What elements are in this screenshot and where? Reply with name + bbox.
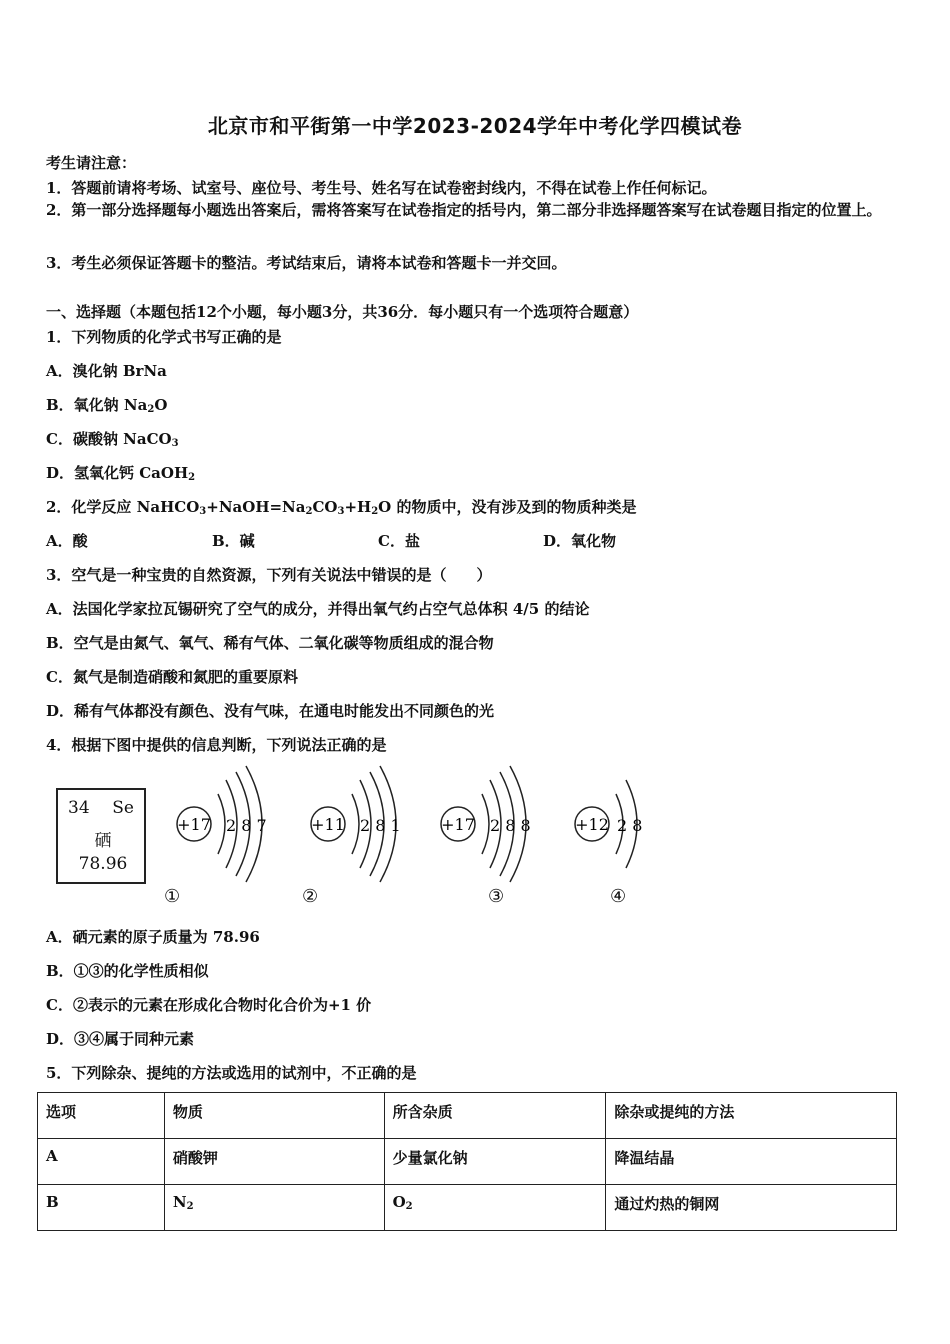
q5-stem: 5．下列除杂、提纯的方法或选用的试剂中，不正确的是 — [46, 1064, 417, 1082]
atom-label: ③ — [488, 886, 505, 907]
q4-option-d: D．③④属于同种元素 — [46, 1030, 195, 1048]
q3-option-a: A．法国化学家拉瓦锡研究了空气的成分，并得出氧气约占空气总体积 4/5 的结论 — [46, 600, 590, 618]
table-header-cell: 所含杂质 — [384, 1093, 606, 1139]
q4-option-a: A．硒元素的原子质量为 78.96 — [46, 928, 260, 946]
q1-option-c: C．碳酸钠 NaCO$_3$ — [46, 430, 179, 449]
q2-option-d: D．氧化物 — [543, 532, 617, 550]
table-cell: B — [38, 1185, 165, 1231]
q2-option-c: C．盐 — [378, 532, 420, 550]
table-row — [38, 1139, 897, 1185]
q2-stem: 2．化学反应 $NaHCO_3+NaOH=Na_2CO_3+H_2O$ 的物质中，没有涉及到的物质种类是 — [46, 498, 637, 517]
table-cell: 硝酸钾 — [164, 1139, 384, 1185]
table-cell: A — [38, 1139, 165, 1185]
page-title: 北京市和平街第一中学2023-2024学年中考化学四模试卷 — [207, 114, 743, 138]
table-cell: $O_2$ — [384, 1185, 606, 1231]
q3-option-d: D．稀有气体都没有颜色、没有气味，在通电时能发出不同颜色的光 — [46, 702, 495, 720]
atom-label: ① — [164, 886, 181, 907]
atom-diagram-3 — [434, 764, 544, 914]
q2-option-b: B．碱 — [212, 532, 255, 550]
table-header-cell: 物质 — [164, 1093, 384, 1139]
element-atomic-number: 34 — [68, 798, 90, 818]
atom-label: ② — [302, 886, 319, 907]
element-mass: 78.96 — [78, 854, 128, 874]
atom-structure-graphic — [170, 764, 280, 884]
table-header-row — [38, 1093, 897, 1139]
atom-nucleus: +12 — [575, 815, 609, 834]
section-heading: 一、选择题（本题包括12个小题，每小题3分，共36分．每小题只有一个选项符合题意） — [46, 303, 639, 321]
table-header-cell: 除杂或提纯的方法 — [606, 1093, 897, 1139]
table-cell: 少量氯化钠 — [384, 1139, 606, 1185]
q3-option-c: C．氮气是制造硝酸和氮肥的重要原料 — [46, 668, 298, 686]
atom-nucleus: +17 — [177, 815, 211, 834]
atom-shells: 2 8 1 — [360, 816, 401, 835]
q2-option-a: A．酸 — [46, 532, 88, 550]
q1-option-d: D．氢氧化钙 CaOH$_2$ — [46, 464, 196, 483]
element-tile-selenium — [56, 788, 146, 884]
atom-label: ④ — [610, 886, 627, 907]
atom-diagram-4 — [570, 764, 680, 914]
table-cell: $N_2$ — [164, 1185, 384, 1231]
q1-option-a: A．溴化钠 BrNa — [46, 362, 167, 380]
atom-structure-graphic — [304, 764, 414, 884]
q5-table — [37, 1092, 897, 1231]
atom-structure-graphic — [434, 764, 544, 884]
notice-heading: 考生请注意： — [46, 154, 137, 172]
table-row — [38, 1185, 897, 1231]
element-symbol: Se — [112, 798, 134, 818]
table-cell: 通过灼热的铜网 — [606, 1185, 897, 1231]
table-cell: 降温结晶 — [606, 1139, 897, 1185]
element-name: 硒 — [94, 831, 112, 851]
q4-option-b: B．①③的化学性质相似 — [46, 962, 209, 980]
atom-shells: 2 8 — [617, 816, 643, 835]
atom-diagram-2 — [304, 764, 414, 914]
q4-stem: 4．根据下图中提供的信息判断，下列说法正确的是 — [46, 736, 387, 754]
atom-nucleus: +17 — [441, 815, 475, 834]
atom-nucleus: +11 — [311, 815, 345, 834]
notice-item-1: 1．答题前请将考场、试室号、座位号、考生号、姓名写在试卷密封线内，不得在试卷上作任何标记。 — [46, 179, 717, 197]
atom-shells: 2 8 7 — [226, 816, 267, 835]
q4-option-c: C．②表示的元素在形成化合物时化合价为+1 价 — [46, 996, 372, 1014]
q1-option-b: B．氧化钠 $Na_2O$ — [46, 396, 168, 415]
q3-stem: 3．空气是一种宝贵的自然资源，下列有关说法中错误的是（ ） — [46, 566, 492, 584]
table-header-cell: 选项 — [38, 1093, 165, 1139]
notice-item-3: 3．考生必须保证答题卡的整洁。考试结束后，请将本试卷和答题卡一并交回。 — [46, 254, 567, 272]
atom-diagram-1 — [164, 764, 280, 914]
atom-shells: 2 8 8 — [490, 816, 531, 835]
q3-option-b: B．空气是由氮气、氧气、稀有气体、二氧化碳等物质组成的混合物 — [46, 634, 494, 652]
q1-stem: 1．下列物质的化学式书写正确的是 — [46, 328, 282, 346]
atom-structure-graphic — [570, 764, 680, 884]
notice-item-2: 2．第一部分选择题每小题选出答案后，需将答案写在试卷指定的括号内，第二部分非选择题答案写在试卷题目指定的位置上。 — [46, 201, 882, 219]
